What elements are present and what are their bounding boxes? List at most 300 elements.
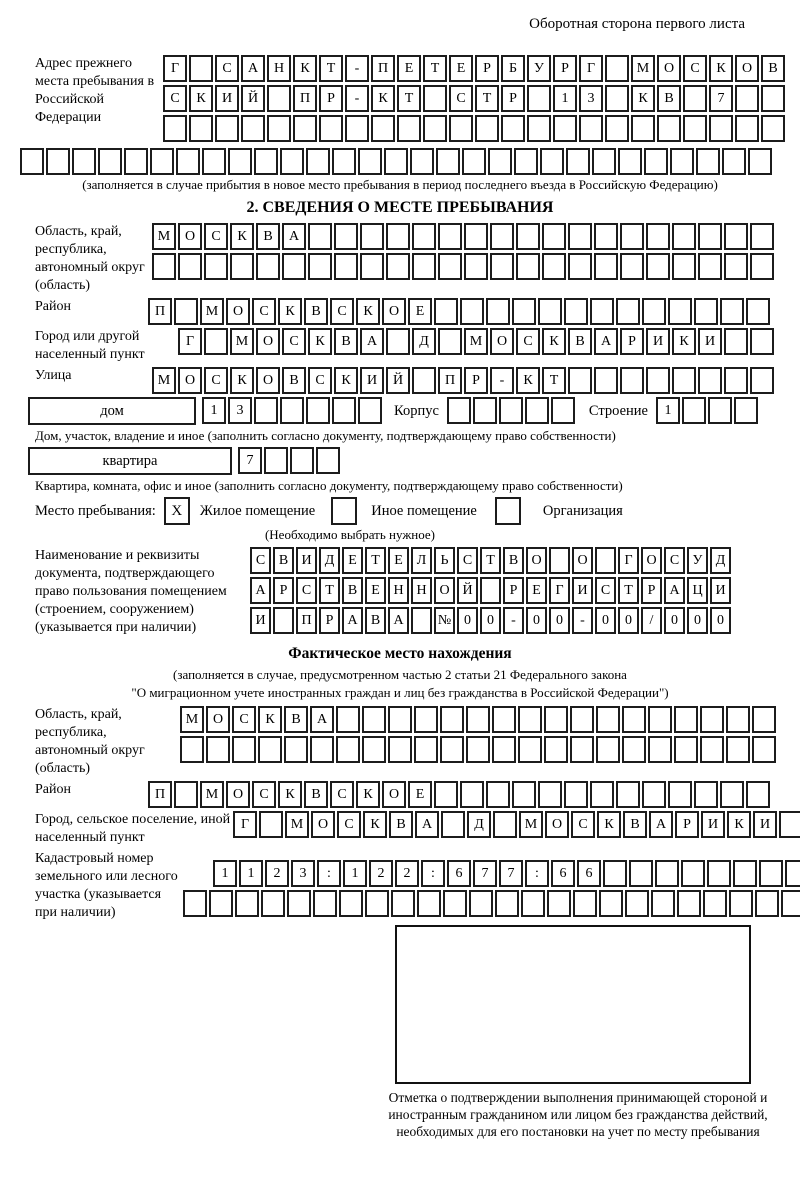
- char-box: Е: [397, 55, 421, 82]
- fact-field-row-oblast: [35, 706, 800, 778]
- char-box: [365, 890, 389, 917]
- char-box: [683, 85, 707, 112]
- char-box: С: [337, 811, 361, 838]
- char-box: [360, 223, 384, 250]
- char-box: [480, 577, 501, 604]
- char-box: О: [382, 781, 406, 808]
- char-box: [722, 148, 746, 175]
- char-boxes-row: [178, 328, 776, 355]
- char-box: [384, 148, 408, 175]
- char-box: [752, 706, 776, 733]
- char-box: Р: [273, 577, 294, 604]
- char-box: [358, 148, 382, 175]
- char-box: [280, 148, 304, 175]
- char-boxes-row: [180, 736, 778, 763]
- char-boxes-row: [447, 397, 577, 424]
- char-box: [620, 253, 644, 280]
- char-boxes-row: [213, 860, 800, 887]
- char-box: [308, 253, 332, 280]
- char-box: М: [519, 811, 543, 838]
- char-box: [642, 781, 666, 808]
- char-box: О: [226, 298, 250, 325]
- char-box: [720, 298, 744, 325]
- char-box: [516, 223, 540, 250]
- char-box: [410, 148, 434, 175]
- char-box: [180, 736, 204, 763]
- char-box: О: [311, 811, 335, 838]
- char-box: [499, 397, 523, 424]
- char-box: [648, 736, 672, 763]
- char-box: С: [330, 298, 354, 325]
- char-box: [386, 223, 410, 250]
- char-box: Н: [267, 55, 291, 82]
- prev-address-note: (заполняется в случае прибытия в новое место пребывания в период последнего въезда в Российскую Федерацию): [82, 177, 718, 192]
- char-box: [339, 890, 363, 917]
- char-boxes-row: [163, 85, 787, 112]
- char-box: [449, 115, 473, 142]
- char-box: [209, 890, 233, 917]
- char-box: [538, 298, 562, 325]
- checkbox-zhiloe: X: [164, 497, 190, 525]
- char-box: Р: [553, 55, 577, 82]
- char-box: Т: [475, 85, 499, 112]
- char-box: [492, 706, 516, 733]
- char-box: О: [178, 367, 202, 394]
- char-box: К: [672, 328, 696, 355]
- char-box: У: [687, 547, 708, 574]
- char-box: [434, 298, 458, 325]
- char-box: С: [204, 367, 228, 394]
- char-box: [631, 115, 655, 142]
- char-box: Т: [480, 547, 501, 574]
- char-box: [750, 223, 774, 250]
- char-box: 0: [687, 607, 708, 634]
- char-box: К: [631, 85, 655, 112]
- char-box: [592, 148, 616, 175]
- char-box: [595, 547, 616, 574]
- char-box: А: [241, 55, 265, 82]
- char-box: А: [594, 328, 618, 355]
- char-box: К: [727, 811, 751, 838]
- char-box: О: [641, 547, 662, 574]
- char-box: [204, 253, 228, 280]
- char-box: Д: [412, 328, 436, 355]
- char-boxes-row: [250, 607, 733, 634]
- char-box: [206, 736, 230, 763]
- char-box: [785, 860, 800, 887]
- char-box: [447, 397, 471, 424]
- char-box: [696, 148, 720, 175]
- char-box: [538, 781, 562, 808]
- char-box: С: [215, 55, 239, 82]
- char-box: Е: [449, 55, 473, 82]
- char-box: Р: [475, 55, 499, 82]
- char-box: В: [334, 328, 358, 355]
- char-box: И: [250, 607, 271, 634]
- char-box: Г: [178, 328, 202, 355]
- char-box: №: [434, 607, 455, 634]
- prev-address-block: [35, 55, 800, 145]
- char-box: [490, 223, 514, 250]
- document-label: Наименование и реквизиты документа, подтверждающего право пользования помещением (строением, сооружением) (указывается при наличии): [35, 548, 227, 635]
- char-box: [590, 298, 614, 325]
- stay-type-note: (Необходимо выбрать нужное): [264, 527, 436, 542]
- fact-location-title: Фактическое место нахождения: [288, 645, 512, 662]
- char-box: К: [334, 367, 358, 394]
- char-box: [178, 253, 202, 280]
- char-box: В: [256, 223, 280, 250]
- char-box: 3: [228, 397, 252, 424]
- char-box: [655, 860, 679, 887]
- char-box: К: [308, 328, 332, 355]
- field-row-kvartira: [28, 447, 800, 475]
- char-box: 1: [343, 860, 367, 887]
- char-box: [568, 367, 592, 394]
- char-box: [761, 115, 785, 142]
- char-box: О: [545, 811, 569, 838]
- char-box: [672, 223, 696, 250]
- char-box: К: [230, 223, 254, 250]
- char-box: [726, 706, 750, 733]
- char-box: С: [308, 367, 332, 394]
- char-box: [310, 736, 334, 763]
- char-box: К: [356, 781, 380, 808]
- char-box: [189, 55, 213, 82]
- char-box: Т: [423, 55, 447, 82]
- char-box: [708, 397, 732, 424]
- char-box: 3: [291, 860, 315, 887]
- char-boxes-row: [180, 706, 778, 733]
- char-box: О: [382, 298, 406, 325]
- char-box: В: [284, 706, 308, 733]
- char-box: [698, 367, 722, 394]
- char-box: К: [293, 55, 317, 82]
- char-box: 1: [553, 85, 577, 112]
- stroenie-label: Строение: [588, 403, 648, 419]
- char-box: С: [516, 328, 540, 355]
- char-box: [549, 547, 570, 574]
- char-box: [183, 890, 207, 917]
- char-box: И: [572, 577, 593, 604]
- char-box: [694, 781, 718, 808]
- char-box: С: [282, 328, 306, 355]
- char-box: [564, 781, 588, 808]
- char-box: 6: [551, 860, 575, 887]
- char-box: [469, 890, 493, 917]
- char-box: С: [250, 547, 271, 574]
- char-box: Й: [457, 577, 478, 604]
- char-box: [189, 115, 213, 142]
- char-box: [734, 397, 758, 424]
- char-box: [542, 253, 566, 280]
- char-box: [462, 148, 486, 175]
- char-box: [411, 607, 432, 634]
- char-box: [599, 890, 623, 917]
- kadastr-rows: [178, 860, 800, 920]
- char-box: М: [285, 811, 309, 838]
- char-box: [573, 890, 597, 917]
- char-box: [232, 736, 256, 763]
- char-box: [724, 367, 748, 394]
- char-box: [215, 115, 239, 142]
- char-boxes-row: [202, 397, 384, 424]
- char-box: [150, 148, 174, 175]
- char-box: Е: [408, 781, 432, 808]
- char-box: [460, 298, 484, 325]
- char-box: М: [152, 367, 176, 394]
- char-box: [616, 781, 640, 808]
- char-box: [542, 223, 566, 250]
- char-box: [332, 397, 356, 424]
- char-box: [683, 115, 707, 142]
- sheet-side-note: Оборотная сторона первого листа: [529, 16, 745, 32]
- field-row-oblast: [35, 223, 800, 295]
- char-box: [735, 85, 759, 112]
- char-box: С: [664, 547, 685, 574]
- char-box: [397, 115, 421, 142]
- char-box: Г: [233, 811, 257, 838]
- char-box: [622, 736, 646, 763]
- char-box: 0: [595, 607, 616, 634]
- char-box: С: [457, 547, 478, 574]
- char-box: 1: [213, 860, 237, 887]
- char-box: Т: [365, 547, 386, 574]
- char-box: М: [631, 55, 655, 82]
- char-box: Б: [501, 55, 525, 82]
- document-block: [35, 547, 800, 637]
- char-box: [759, 860, 783, 887]
- char-box: [596, 736, 620, 763]
- char-box: 2: [265, 860, 289, 887]
- char-box: С: [204, 223, 228, 250]
- char-box: [261, 890, 285, 917]
- char-box: [386, 328, 410, 355]
- char-box: В: [273, 547, 294, 574]
- char-box: [700, 736, 724, 763]
- char-box: М: [152, 223, 176, 250]
- char-box: А: [310, 706, 334, 733]
- char-box: [241, 115, 265, 142]
- char-box: [440, 736, 464, 763]
- char-box: А: [649, 811, 673, 838]
- char-box: Ь: [434, 547, 455, 574]
- char-box: [668, 781, 692, 808]
- char-box: У: [527, 55, 551, 82]
- char-box: :: [525, 860, 549, 887]
- char-box: 7: [499, 860, 523, 887]
- fact-field-row-raion: [35, 781, 800, 808]
- char-box: Т: [542, 367, 566, 394]
- dom-field-box: дом: [28, 397, 196, 425]
- char-box: Р: [641, 577, 662, 604]
- char-box: К: [189, 85, 213, 112]
- stay-type-label: Место пребывания:: [35, 503, 156, 519]
- char-box: Е: [342, 547, 363, 574]
- char-box: С: [296, 577, 317, 604]
- char-box: [648, 706, 672, 733]
- char-box: 1: [202, 397, 226, 424]
- char-box: [202, 148, 226, 175]
- char-box: [518, 736, 542, 763]
- char-boxes-row: [148, 298, 772, 325]
- char-box: [761, 85, 785, 112]
- char-box: П: [438, 367, 462, 394]
- char-box: К: [709, 55, 733, 82]
- char-box: [568, 253, 592, 280]
- char-box: [464, 253, 488, 280]
- char-box: [596, 706, 620, 733]
- char-box: [386, 253, 410, 280]
- char-boxes-row: [148, 781, 772, 808]
- char-box: [622, 706, 646, 733]
- char-boxes-row: [233, 811, 800, 838]
- char-box: :: [421, 860, 445, 887]
- document-rows: [250, 547, 733, 637]
- char-box: Г: [549, 577, 570, 604]
- char-box: 0: [480, 607, 501, 634]
- char-box: В: [282, 367, 306, 394]
- char-box: К: [230, 367, 254, 394]
- char-box: [668, 298, 692, 325]
- char-box: К: [597, 811, 621, 838]
- char-box: [412, 367, 436, 394]
- char-boxes-row-full-width: [20, 148, 800, 175]
- char-box: [273, 607, 294, 634]
- char-box: [540, 148, 564, 175]
- char-box: П: [371, 55, 395, 82]
- char-box: [603, 860, 627, 887]
- char-box: [438, 223, 462, 250]
- char-box: [362, 736, 386, 763]
- fact-location-note-line1: (заполняется в случае, предусмотренном частью 2 статьи 21 Федерального закона: [173, 667, 627, 682]
- registration-stamp-box: [395, 925, 751, 1084]
- char-boxes-row: [152, 223, 776, 250]
- char-box: [553, 115, 577, 142]
- char-box: П: [293, 85, 317, 112]
- char-box: Т: [319, 55, 343, 82]
- char-box: [646, 253, 670, 280]
- char-box: [441, 811, 465, 838]
- char-box: М: [200, 781, 224, 808]
- char-boxes-row: [250, 547, 733, 574]
- char-box: [620, 367, 644, 394]
- char-box: Г: [618, 547, 639, 574]
- char-box: 6: [447, 860, 471, 887]
- char-box: [525, 397, 549, 424]
- char-box: О: [256, 367, 280, 394]
- char-boxes-row: [656, 397, 760, 424]
- fact-field-row-gorod: [35, 811, 800, 847]
- char-box: [514, 148, 538, 175]
- zhiloe-label: Жилое помещение: [199, 503, 316, 519]
- char-box: [316, 447, 340, 474]
- char-box: [412, 253, 436, 280]
- char-box: Е: [365, 577, 386, 604]
- char-box: [466, 736, 490, 763]
- char-box: [258, 736, 282, 763]
- char-box: М: [180, 706, 204, 733]
- char-box: [642, 298, 666, 325]
- char-box: [371, 115, 395, 142]
- fact-raion-label: Район: [35, 782, 71, 797]
- char-box: [293, 115, 317, 142]
- char-box: [646, 367, 670, 394]
- char-box: [254, 397, 278, 424]
- char-box: О: [206, 706, 230, 733]
- char-box: Й: [386, 367, 410, 394]
- char-box: А: [250, 577, 271, 604]
- char-box: [616, 298, 640, 325]
- fact-location-note-line2: "О миграционном учете иностранных граждан и лиц без гражданства в Российской Федерации"): [131, 685, 669, 700]
- char-box: [594, 367, 618, 394]
- char-box: О: [526, 547, 547, 574]
- char-box: Ц: [687, 577, 708, 604]
- char-box: [488, 148, 512, 175]
- char-box: [568, 223, 592, 250]
- char-box: [414, 706, 438, 733]
- char-box: С: [683, 55, 707, 82]
- char-box: Т: [319, 577, 340, 604]
- char-box: [750, 328, 774, 355]
- oblast-label: Область, край, республика, автономный округ (область): [35, 224, 145, 293]
- char-boxes-row: [152, 367, 776, 394]
- char-box: Р: [675, 811, 699, 838]
- char-box: Н: [388, 577, 409, 604]
- char-box: В: [304, 781, 328, 808]
- char-box: [672, 253, 696, 280]
- char-box: [440, 706, 464, 733]
- char-box: Д: [319, 547, 340, 574]
- char-box: [280, 397, 304, 424]
- field-row-gorod: [35, 328, 800, 364]
- char-box: О: [572, 547, 593, 574]
- char-box: [391, 890, 415, 917]
- char-box: [755, 890, 779, 917]
- char-box: [466, 706, 490, 733]
- char-box: [700, 706, 724, 733]
- char-box: [492, 736, 516, 763]
- char-box: В: [342, 577, 363, 604]
- char-box: [490, 253, 514, 280]
- char-box: 0: [710, 607, 731, 634]
- char-box: С: [571, 811, 595, 838]
- char-box: [681, 860, 705, 887]
- char-box: О: [490, 328, 514, 355]
- char-box: 3: [579, 85, 603, 112]
- char-box: [473, 397, 497, 424]
- char-box: [176, 148, 200, 175]
- char-box: [334, 253, 358, 280]
- char-box: К: [516, 367, 540, 394]
- char-box: С: [163, 85, 187, 112]
- char-box: [360, 253, 384, 280]
- oblast-rows: [152, 223, 776, 283]
- char-box: [594, 223, 618, 250]
- char-boxes-row: [163, 115, 787, 142]
- char-box: [651, 890, 675, 917]
- char-box: [724, 328, 748, 355]
- char-box: И: [215, 85, 239, 112]
- char-box: [625, 890, 649, 917]
- char-box: П: [296, 607, 317, 634]
- char-box: А: [415, 811, 439, 838]
- char-box: С: [232, 706, 256, 733]
- kvartira-note: Квартира, комната, офис и иное (заполнить согласно документу, подтверждающему право собственности): [35, 478, 623, 493]
- char-box: [308, 223, 332, 250]
- char-box: И: [360, 367, 384, 394]
- char-box: [332, 148, 356, 175]
- char-box: Е: [526, 577, 547, 604]
